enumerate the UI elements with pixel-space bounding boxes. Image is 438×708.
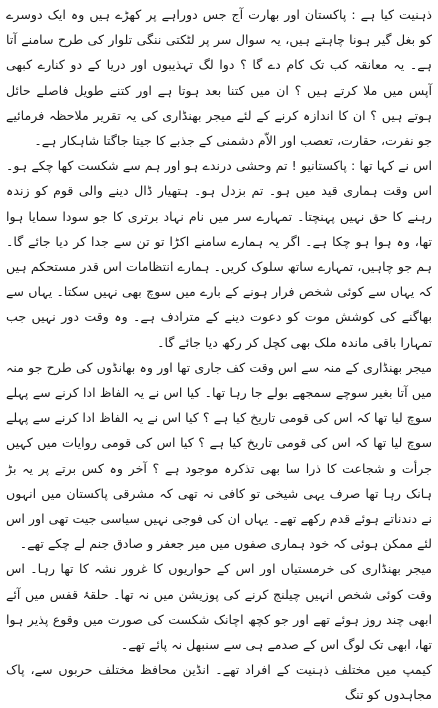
paragraph-kharmastiyan: میجر بھنڈاری کی خرمستیاں اور اس کے حواریوں کا غرور نشہ کا تھا رہا۔ اس وقت کوئی شخص انہیں چیلنج کرنے کی پوزیشن میں نہ تھا۔ حلقۂ قفس میں آئے ابھی چند روز ہوئے تھے اور جو کچھ اچانک شکست کی صورت میں وقوع پذیر ہوا تھا، ابھی تک لوگ اس کے صدمے ہی سے سنبھل نہ پائے تھے۔ (6, 561, 432, 653)
paragraph-speech: اس نے کہا تھا : پاکستانیو ! تم وحشی درندے ہو اور ہم سے شکست کھا چکے ہو۔ اس وقت ہماری قید میں ہو۔ تم بزدل ہو۔ ہتھیار ڈال دینے والی قوم کو زندہ رہنے کا حق نہیں پہنچتا۔ تمہارے سر میں نام نہاد برتری کا جو سودا سمایا ہوا تھا، وہ ہوا ہو چکا ہے۔ اگر یہ ہمارے سامنے اکڑا تو تن سے جدا کر دیا جائے گا۔ ہم جو چاہیں، تمہارے ساتھ سلوک کریں۔ ہمارے انتظامات اس قدر مستحکم ہیں کہ یہاں سے کوئی شخص فرار ہونے کے بارے میں سوچ بھی نہیں سکتا۔ یہاں سے بھاگنے کی کوشش موت کو دعوت دینے کے مترادف ہے۔ وہ وقت دور نہیں جب تمہارا باقی ماندہ ملک بھی کچل کر رکھ دیا جائے گا۔ (6, 158, 432, 350)
paragraph-dehniyat: ذہنیت کیا ہے : پاکستان اور بھارت آج جس دوراہے پر کھڑے ہیں وہ ایک دوسرے کو بغل گیر ہونا چاہتے ہیں، یہ سوال سر پر لٹکتی ننگی تلوار کی طرح سامنے آتا ہے۔ یہ معانقہ کب تک کام دے گا ؟ دوا لگ تہذیبوں اور دریا کے دو کنارے کبھی آپس میں ملا کرتے ہیں ؟ ان میں کتنا بعد ہوتا ہے اور کتنے طویل فاصلے حائل ہوتے ہیں ؟ ان کا اندازہ کرنے کے لئے میجر بھنڈاری کی یہ تقریر ملاحظہ فرمائیے جو نفرت، حقارت، تعصب اور الاّم دشمنی کے جذبے کا جیتا جاگتا شاہکار ہے۔ (6, 7, 432, 149)
paragraph-bhandari: میجر بھنڈاری کے منہ سے اس وقت کف جاری تھا اور وہ بھانڈوں کی طرح جو منہ میں آتا بغیر سوچے سمجھے بولے جا رہا تھا۔ کیا اس نے یہ الفاظ ادا کرنے سے پہلے سوچ لیا تھا کہ اس کی قومی تاریخ کیا ہے ؟ کیا اس نے یہ الفاظ ادا کرنے سے پہلے سوچ لیا تھا کہ اس کی قومی تاریخ کیا ہے ؟ کیا اس کی قومی روایات میں کہیں جرأت و شجاعت کا ذرا سا بھی تذکرہ موجود ہے ؟ آخر وہ کس برتے پر یہ بڑ ہانک رہا تھا صرف یہی شیخی تو کافی نہ تھی کہ مشرقی پاکستان میں انہوں نے دندناتے ہوئے قدم رکھے تھے۔ یہاں ان کی فوجی نہیں سیاسی جیت تھی اور اس لئے ممکن ہوئی کہ خود ہماری صفوں میں میر جعفر و صادق جنم لے چکے تھے۔ (6, 359, 432, 552)
paragraph-camp: کیمپ میں مختلف ذہنیت کے افراد تھے۔ انڈین محافظ مختلف حربوں سے، پاک مجاہدوں کو تنگ (6, 662, 432, 703)
